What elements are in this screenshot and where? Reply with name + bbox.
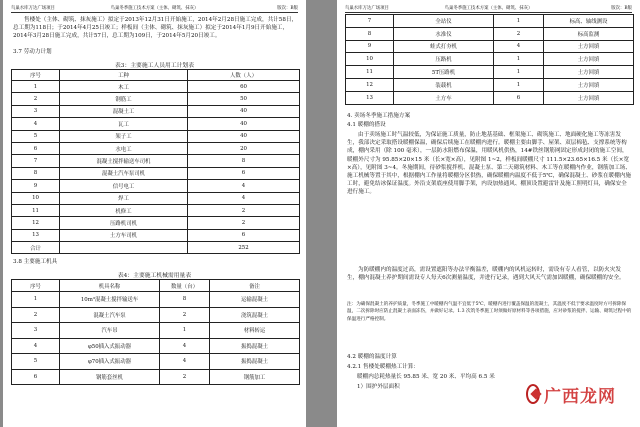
table-cell: 11	[12, 204, 60, 216]
table-cell: 7	[346, 15, 394, 28]
table-row	[12, 81, 300, 93]
table-cell: 土方回填	[544, 78, 634, 91]
table-cell: 4	[188, 180, 300, 192]
header-left-text: 鸟巢水库万达广场项目	[11, 6, 55, 11]
table4-caption: 表4：主要施工机械需用量表	[117, 273, 192, 279]
table-cell: 40	[188, 105, 300, 117]
table-header-cell: 序号	[12, 280, 60, 292]
table-cell: 焊工	[60, 192, 188, 204]
table-cell: φ70插入式振动器	[60, 354, 160, 370]
table-row	[12, 105, 300, 117]
table-cell: 浇筑混凝土	[210, 307, 300, 323]
table-cell: 瓦工	[60, 118, 188, 130]
table-cell: 土方回填	[544, 91, 634, 104]
table-cell: 装载机	[394, 78, 494, 91]
table-cell: 5	[12, 130, 60, 142]
table-cell: 1	[494, 66, 544, 79]
table-cell: 12	[346, 78, 394, 91]
table-row	[12, 192, 300, 204]
table-cell: 10	[12, 192, 60, 204]
table-cell: 2	[12, 307, 60, 323]
table-cell: 6	[188, 167, 300, 179]
table-cell: 6	[12, 142, 60, 154]
watermark-logo-icon	[526, 384, 540, 404]
table-row	[12, 292, 300, 308]
table-cell: 6	[188, 229, 300, 241]
table-cell: 4	[160, 354, 210, 370]
table-cell: 钢筋加工	[210, 369, 300, 385]
table-cell: 压路机	[394, 53, 494, 66]
table-cell: 1	[494, 15, 544, 28]
total-label: 合计	[12, 242, 60, 254]
table-row	[12, 180, 300, 192]
table-header-cell: 数量（台）	[160, 280, 210, 292]
table-row	[346, 53, 634, 66]
table-cell: 土方回填	[544, 40, 634, 53]
table-cell: 60	[188, 81, 300, 93]
table3-caption: 表3：主要施工人员用工计划表	[114, 63, 195, 69]
section-heading-4-2-1: 4.2.1 售楼处暖棚热工计算：	[347, 364, 419, 370]
page-header	[345, 5, 632, 13]
table-cell: 3	[12, 323, 60, 339]
table-cell: 运输混凝土	[210, 292, 300, 308]
page-header	[11, 5, 298, 13]
table-cell: 20	[188, 142, 300, 154]
machinery-table	[11, 279, 300, 385]
table-cell: 8	[188, 155, 300, 167]
table-cell: 2	[494, 27, 544, 40]
table-cell: 钢筋套丝机	[60, 369, 160, 385]
header-left-text: 鸟巢水库万达广场项目	[345, 6, 389, 11]
table-cell: 振捣混凝土	[210, 354, 300, 370]
table-cell: 4	[12, 118, 60, 130]
table-cell: 8	[346, 27, 394, 40]
table-cell: 4	[160, 338, 210, 354]
table-row	[12, 93, 300, 105]
watermark-text: 广西龙网	[544, 386, 616, 407]
table-cell: 全站仪	[394, 15, 494, 28]
table-row	[346, 27, 634, 40]
table-header-cell: 工种	[60, 70, 188, 81]
table-cell: 2	[188, 204, 300, 216]
table-row	[346, 66, 634, 79]
table-cell: 3	[12, 105, 60, 117]
table-row	[12, 354, 300, 370]
greenhouse-paragraph-1: 由于卖场施工时气温较低，为保证施工质量，防止地基基础、框架施工、砌筑施工、地面硬化施工等冻害发生，我部决定采取搭设暖棚保温，确保后续施工在暖棚内进行。暖棚主要由脚手、屋架、双层棉毡、支撑系统等构成，棚内采用（除 100 毫米），一层防水阻燃布保温，用暖风机供热，14#铁丝钢筋网固定形成封闭的施工空间，暖棚外尺寸为 95.85×20×15 米（长×宽×高），见附图 1~2，样板间暖棚尺寸 111.5×23.65×16.5 米（长×宽×高），见附图 3~4。冬施期间，待砂浆搅拌机、混凝土泵、第二天砌筑材料、木工等在暖棚内作业，钢筋加工场、施工机械等置于其中，根据棚内工作量将暖棚分区供热，确保暖棚内温度不低于5℃，确保混凝土、砂浆在暖棚内施工时，避免结冰保证温度。外沿支架底座使用脚手架，内设加热通风、棚顶设置避雷针及施工照明灯具，确保安全进行施工。	[347, 132, 631, 196]
greenhouse-paragraph-2: 为防暖棚内的温度过高，需设置遮阳等办法平衡温差，暖棚内的风机运转时，需设有专人看管，以防火灾发生，棚内混凝土养护期间需设专人每天6次测量温度，并进行记录，遇到大风天气需加固暖棚，确保暖棚的安全。	[347, 267, 625, 282]
table-cell: 40	[188, 118, 300, 130]
table-row	[12, 229, 300, 241]
table-cell: 土方车	[394, 91, 494, 104]
table-cell: 汽车吊	[60, 323, 160, 339]
table-cell: φ50插入式振动器	[60, 338, 160, 354]
table-cell: 8	[160, 292, 210, 308]
table-cell: 2	[160, 307, 210, 323]
note-paragraph: 注：为确保混凝土的养护质量，冬季施工中暖棚内气温不宜低于5℃，暖棚内进行覆盖保温的混凝土，其温度不低于要求温度时方可拆除保温，二次拆除时应防止混凝土表面冻伤，并做好记录。1.3 次筑冬季施工时须做好原材料等各项措施，应对砂浆的搅拌、运输、砌筑过程中的保温进行严格控制。	[347, 302, 632, 322]
table-cell: 混凝土搅拌输送车司机	[60, 155, 188, 167]
table-row	[12, 155, 300, 167]
table-row	[12, 204, 300, 216]
table-cell: 11	[346, 66, 394, 79]
table-cell: 1	[160, 323, 210, 339]
section-heading-4-1: 4.1 暖棚的搭设	[347, 122, 386, 128]
header-center-text: 鸟巢冬季施工技术方案（主体、砌筑、抹灰）	[110, 6, 199, 11]
table-cell: 6	[12, 369, 60, 385]
watermark	[526, 377, 616, 411]
calc-subitem: 1）围护外层面积	[357, 384, 400, 390]
table-cell: 7	[12, 155, 60, 167]
table-header-cell: 序号	[12, 70, 60, 81]
calc-line: 暖棚内总耗热量长 95.85 米、宽 20 米、平均高 6.5 米	[357, 374, 495, 380]
table-cell: 12	[12, 217, 60, 229]
table-cell: 1	[12, 81, 60, 93]
table-row	[346, 15, 634, 28]
table-cell: 土方回填	[544, 66, 634, 79]
header-right-text: 版次：B版	[611, 6, 632, 11]
table-cell: 10m³混凝土搅拌输送车	[60, 292, 160, 308]
table-cell: 10	[346, 53, 394, 66]
table-row	[12, 338, 300, 354]
table-cell: 蛙式打夯机	[394, 40, 494, 53]
right-document-page	[337, 0, 640, 427]
table-header-cell: 人数（人）	[188, 70, 300, 81]
schedule-paragraph: 售楼处（主体、砌筑、抹灰施工）拟定于2013年12月31日开始施工，2014年2月28日施工完成，共计58日，总工期为118日；于2014年4月25日竣工；样板间（主体、砌筑、抹灰施工）拟定于2014年1月9日开始施工，2014年3月28日施工完成，共计57日，总工期为109日，于2014年5月20日竣工。	[13, 17, 298, 40]
table-row	[12, 307, 300, 323]
table-row	[12, 118, 300, 130]
table-cell: 土方车司机	[60, 229, 188, 241]
table-row	[12, 217, 300, 229]
table-cell: 混凝土汽车泵	[60, 307, 160, 323]
empty-cell	[60, 242, 188, 254]
table-cell: 2	[160, 369, 210, 385]
table-cell: 土方回填	[544, 53, 634, 66]
table-row	[346, 91, 634, 104]
table-cell: 信号电工	[60, 180, 188, 192]
table-cell: 机修工	[60, 204, 188, 216]
table-cell: 8	[12, 167, 60, 179]
labor-plan-table	[11, 69, 300, 254]
total-value: 252	[188, 242, 300, 254]
table-cell: 架子工	[60, 130, 188, 142]
table-cell: 混凝土工	[60, 105, 188, 117]
table-header-cell: 备注	[210, 280, 300, 292]
table-cell: 水电工	[60, 142, 188, 154]
table-cell: 1	[494, 53, 544, 66]
table-total-row	[12, 242, 300, 254]
table-header-cell: 机具名称	[60, 280, 160, 292]
table-row	[12, 369, 300, 385]
table-cell: 2	[12, 93, 60, 105]
table-cell: 混凝土汽车泵司机	[60, 167, 188, 179]
table-cell: 4	[188, 192, 300, 204]
section-heading-4: 4. 卖场冬季施工措施方案	[347, 113, 411, 119]
table-cell: 13	[346, 91, 394, 104]
section-heading-machines: 3.8 主要施工机具	[13, 259, 58, 265]
table-cell: 木工	[60, 81, 188, 93]
table-cell: 材料转运	[210, 323, 300, 339]
table-row	[12, 167, 300, 179]
section-heading-4-2: 4.2 暖棚的温度计算	[347, 354, 397, 360]
section-heading-labor: 3.7 劳动力计划	[13, 49, 52, 55]
table-cell: 40	[188, 130, 300, 142]
table-cell: 4	[494, 40, 544, 53]
table-cell: 2	[188, 217, 300, 229]
table-cell: 振捣混凝土	[210, 338, 300, 354]
table-row	[346, 78, 634, 91]
table-cell: 9	[346, 40, 394, 53]
left-document-page	[3, 0, 306, 427]
table-row	[12, 142, 300, 154]
table-cell: 1	[494, 78, 544, 91]
table-cell: 6	[494, 91, 544, 104]
table-cell: 1	[12, 292, 60, 308]
machinery-table-continued	[345, 14, 634, 105]
table-cell: 5T压路机	[394, 66, 494, 79]
table-cell: 标高监测	[544, 27, 634, 40]
table-cell: 5	[12, 354, 60, 370]
header-center-text: 鸟巢冬季施工技术方案（主体、砌筑、抹灰）	[444, 6, 533, 11]
table-cell: 标高、轴线测设	[544, 15, 634, 28]
table-cell: 钢筋工	[60, 93, 188, 105]
table-cell: 50	[188, 93, 300, 105]
table-cell: 9	[12, 180, 60, 192]
table-cell: 水准仪	[394, 27, 494, 40]
table-row	[12, 323, 300, 339]
table-row	[346, 40, 634, 53]
header-right-text: 版次：B版	[277, 6, 298, 11]
table-cell: 压路机司机	[60, 217, 188, 229]
table-row	[12, 130, 300, 142]
table-cell: 13	[12, 229, 60, 241]
table-cell: 4	[12, 338, 60, 354]
